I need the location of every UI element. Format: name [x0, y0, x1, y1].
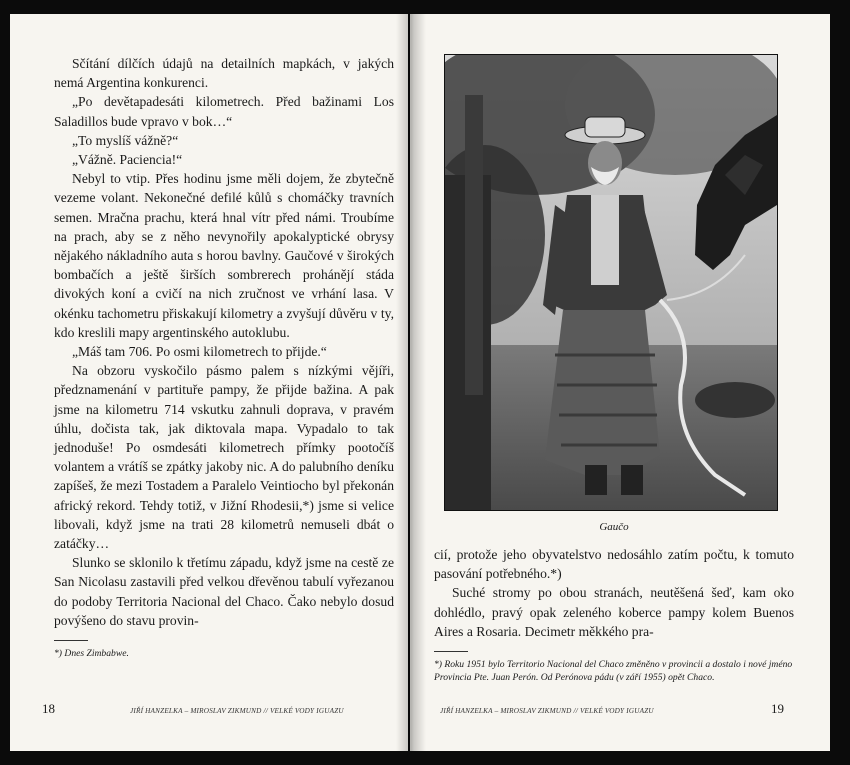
- footnote: *) Roku 1951 bylo Territorio Nacional del Chaco změněno v provincii a dostalo i nové jméno Provincia Pte. Juan Perón. Od Perónova pádu (v září 1955) opět Chaco.: [434, 659, 793, 684]
- footnote: *) Dnes Zimbabwe.: [54, 648, 129, 660]
- paragraph: Suché stromy po obou stranách, neutěšená šeď, kam oko dohlédlo, pravý opak zeleného koberce pampy kolem Buenos Aires a Rosaria. Decimetr měkkého pra-: [434, 585, 794, 639]
- paragraph: Slunko se sklonilo k třetímu západu, když jsme na cestě ze San Nicolasu zastavili před velkou dřevěnou tabulí vyřezanou do podoby Territoria Nacional del Chaco. Čako nebylo dosud povýšeno do stavu provin-: [54, 555, 394, 628]
- photo-caption: Gaučo: [599, 521, 629, 533]
- paragraph: Nebyl to vtip. Přes hodinu jsme měli dojem, že zbytečně vezeme volant. Nekonečné defilé kůlů s chomáčky travních semen. Mračna prachu, která hnal vítr před námi. Troubíme na prach, aby se z něho nevynořily apokalyptické obrysy nějakého nákladního auta s horou bavlny. Gaučové v širokých bombačích a ještě širších sombrerech prohánějí stáda divokých koní a cvičí na nich zručnost ve vrhání lasa. V okénku tachometru přiskakují kilometry a zvyšují důvěru v ty, kdo kreslili mapy argentinského autoklubu.: [54, 171, 394, 340]
- footnote-divider: [434, 651, 468, 652]
- paragraph: „Po devětapadesáti kilometrech. Před bažinami Los Saladillos bude vpravo v bok…“: [54, 94, 394, 129]
- page-number: 18: [42, 701, 55, 716]
- footnote-divider: [54, 640, 88, 641]
- paragraph: Sčítání dílčích údajů na detailních mapkách, v jakých nemá Argentina konkurenci.: [54, 56, 394, 91]
- running-head: JIŘÍ HANZELKA – MIROSLAV ZIKMUND // VELKÉ VODY IGUAZU: [130, 707, 344, 715]
- gaucho-photo: [444, 54, 778, 511]
- left-body-text: [54, 54, 394, 630]
- right-body-text: [434, 545, 794, 641]
- running-head: JIŘÍ HANZELKA – MIROSLAV ZIKMUND // VELKÉ VODY IGUAZU: [440, 707, 654, 715]
- paragraph: Na obzoru vyskočilo pásmo palem s nízkými vějíři, předznamenání v partituře pampy, že přijde bažina. A pak jsme na kilometru 714 vskutku zahnuli doprava, v pravém úhlu, dočista tak, jak diktovala mapa. Vypadalo to tak jednoduše! Po osmdesáti kilometrech přímky pootočíš volantem a vrátíš se zpátky jakoby nic. A do palubního deníku zapíšeš, že mezi Tostadem a Paralelo Veintiocho byl překonán africký rekord. Tehdy totiž, v Jižní Rhodesii,*) jsme si velice libovali, když jsme na trati 28 kilometrů nemuseli dbát o zatáčky…: [54, 363, 394, 552]
- paragraph: „Máš tam 706. Po osmi kilometrech to přijde.“: [72, 344, 327, 360]
- paragraph: cií, protože jeho obyvatelstvo nedosáhlo zatím počtu, k tomuto pasování potřebného.*): [434, 547, 794, 582]
- paragraph: „Vážně. Paciencia!“: [72, 152, 183, 168]
- paragraph: „To myslíš vážně?“: [72, 132, 179, 148]
- page-number: 19: [771, 701, 784, 716]
- right-page: [410, 14, 830, 751]
- left-page: [10, 14, 408, 751]
